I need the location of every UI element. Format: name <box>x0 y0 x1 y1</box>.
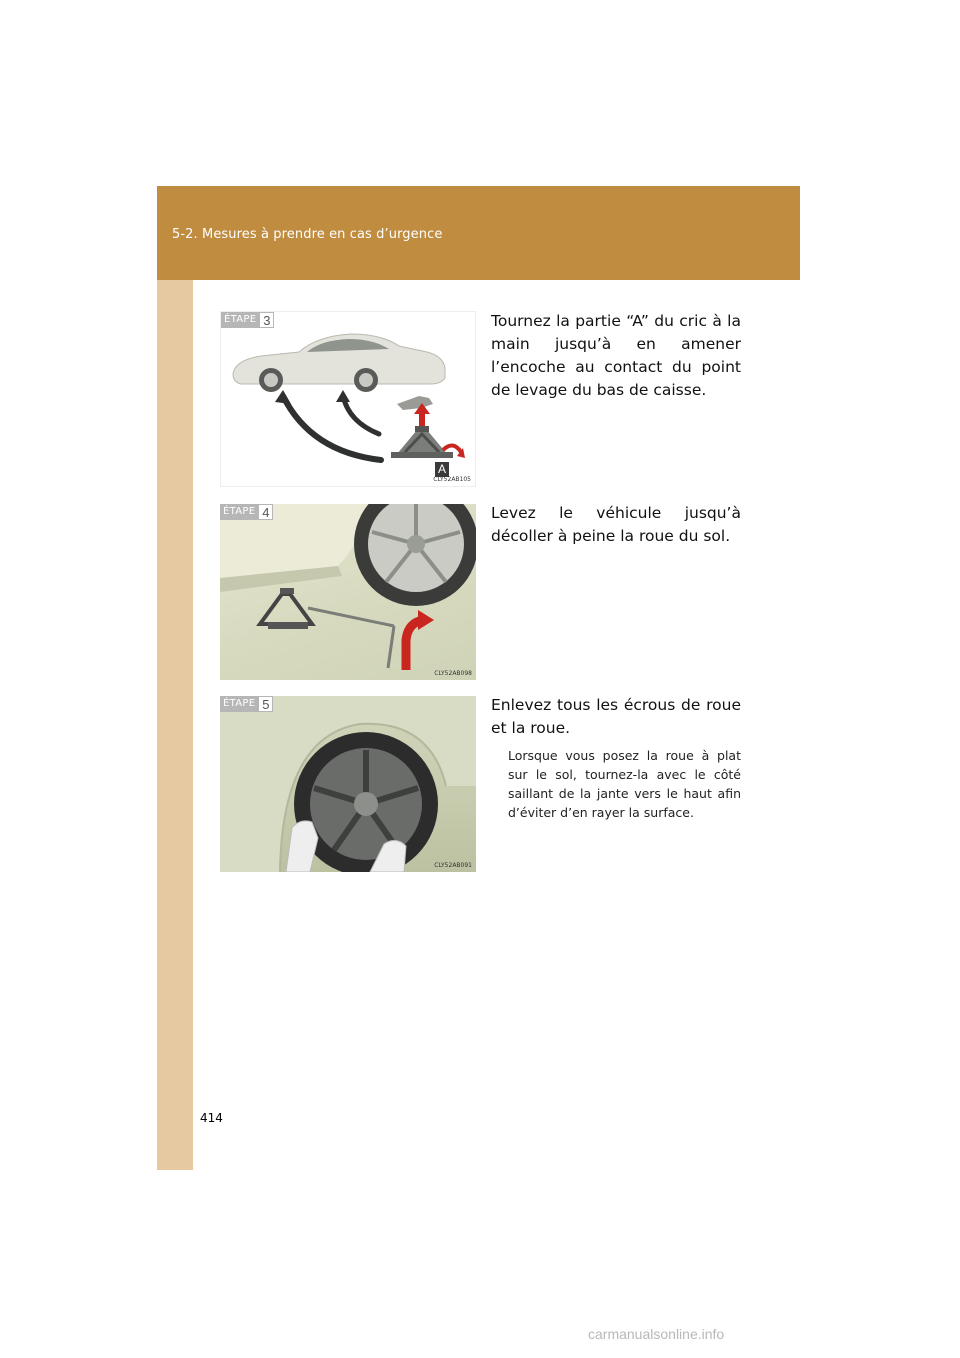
lift-vehicle-illustration <box>220 504 476 680</box>
step-number: 5 <box>258 696 273 712</box>
step-label: ÉTAPE <box>220 504 258 520</box>
step-number: 3 <box>259 312 274 328</box>
figure-code: CLY52AB105 <box>433 476 471 483</box>
figure-code: CLY52AB091 <box>434 862 472 869</box>
figure-step-4 <box>220 504 476 680</box>
page-number: 414 <box>200 1111 223 1125</box>
watermark: carmanualsonline.info <box>588 1326 725 1342</box>
side-strip <box>157 280 193 1170</box>
step-badge <box>220 696 273 712</box>
section-title: 5-2. Mesures à prendre en cas d’urgence <box>172 227 443 242</box>
figure-code: CLY52AB098 <box>434 670 472 677</box>
callout-a: A <box>437 462 446 476</box>
step-number: 4 <box>258 504 273 520</box>
remove-wheel-illustration <box>220 696 476 872</box>
step-4-text: Levez le véhicule jusqu’à décoller à peine la roue du sol. <box>491 504 741 545</box>
step-5-note: Lorsque vous posez la roue à plat sur le sol, tournez-la avec le côté saillant de la jante vers le haut afin d’éviter d’en rayer la surface. <box>508 748 741 820</box>
step-3-text: Tournez la partie “A” du cric à la main jusqu’à en amener l’encoche au contact du point de levage du bas de caisse. <box>491 312 741 399</box>
step-5-text: Enlevez tous les écrous de roue et la roue. <box>491 696 741 737</box>
step-label: ÉTAPE <box>220 696 258 712</box>
step-badge <box>221 312 274 328</box>
car-jack-illustration <box>221 312 476 487</box>
figure-step-5 <box>220 696 476 872</box>
figure-step-3 <box>220 311 476 487</box>
step-label: ÉTAPE <box>221 312 259 328</box>
step-badge <box>220 504 273 520</box>
